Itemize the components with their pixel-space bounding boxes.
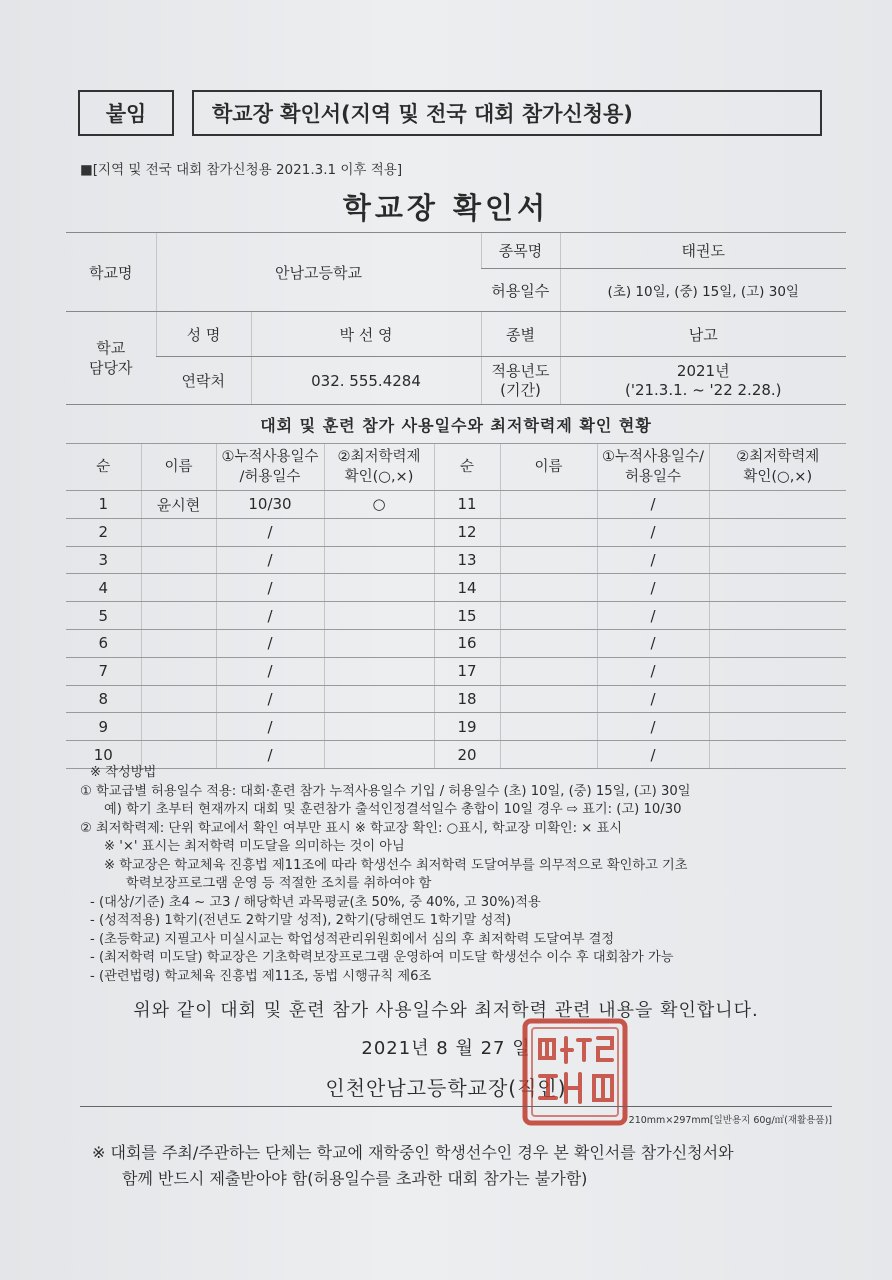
allowed-days-label: 허용일수 bbox=[481, 269, 560, 312]
row-days-2: / bbox=[597, 574, 709, 602]
row-check bbox=[324, 685, 434, 713]
note-line: - (관련법령) 학교체육 진흥법 제11조, 동법 시행규칙 제6조 bbox=[90, 968, 432, 984]
row-name bbox=[141, 546, 216, 574]
note-line: ① 학교급별 허용일수 적용: 대회·훈련 참가 누적사용일수 기입 / 허용일수 (초) 10일, (중) 15일, (고) 30일 bbox=[80, 783, 691, 799]
row-check bbox=[324, 602, 434, 630]
row-days: 10/30 bbox=[216, 491, 324, 519]
row-days-2: / bbox=[597, 685, 709, 713]
attachment-tag: 붙임 bbox=[78, 90, 174, 136]
row-days-2: / bbox=[597, 546, 709, 574]
row-seq: 8 bbox=[66, 685, 141, 713]
row-check bbox=[324, 713, 434, 741]
note-line: - (성적적용) 1학기(전년도 2학기말 성적), 2학기(당해연도 1학기말 성적) bbox=[90, 913, 512, 928]
note-line: ② 최저학력제: 단위 학교에서 확인 여부만 표시 ※ 학교장 확인: ○표시, 학교장 미확인: × 표시 bbox=[80, 820, 623, 836]
note-line: 예) 학기 초부터 현재까지 대회 및 훈련참가 출석인정결석일수 총합이 10일 경우 ⇨ 표기: (고) 10/30 bbox=[104, 802, 682, 817]
note-line: 학력보장프로그램 운영 등 적절한 조치를 취하여야 함 bbox=[126, 876, 432, 891]
row-name bbox=[141, 657, 216, 685]
school-info-table bbox=[66, 232, 846, 405]
row-name-2 bbox=[500, 602, 597, 630]
apply-year-value bbox=[560, 357, 846, 405]
document-title: 학교장 확인서 bbox=[342, 191, 550, 225]
contact-label: 연락처 bbox=[156, 357, 251, 405]
writing-notes bbox=[80, 764, 840, 986]
table-row bbox=[66, 491, 846, 519]
row-check bbox=[324, 574, 434, 602]
table-row bbox=[66, 629, 846, 657]
row-seq-2: 20 bbox=[434, 741, 500, 769]
header-name: 이름 bbox=[141, 444, 216, 491]
row-days-2: / bbox=[597, 713, 709, 741]
issue-date: 2021년 8 월 27 일 bbox=[361, 1038, 531, 1059]
row-name-2 bbox=[500, 546, 597, 574]
table-row bbox=[66, 546, 846, 574]
attachment-title: 학교장 확인서(지역 및 전국 대회 참가신청용) bbox=[192, 90, 822, 136]
apply-year-label: 적용년도 (기간) bbox=[481, 357, 560, 405]
row-days: / bbox=[216, 713, 324, 741]
header-check: ②최저학력제 확인(○,×) bbox=[324, 444, 434, 491]
row-seq: 5 bbox=[66, 602, 141, 630]
row-seq-2: 12 bbox=[434, 518, 500, 546]
status-caption: 대회 및 훈련 참가 사용일수와 최저학력제 확인 현황 bbox=[66, 405, 846, 444]
row-check-2 bbox=[709, 685, 846, 713]
row-name-2 bbox=[500, 629, 597, 657]
staff-label: 학교 담당자 bbox=[66, 312, 156, 405]
table-row bbox=[66, 518, 846, 546]
row-name-2 bbox=[500, 574, 597, 602]
header-check-2: ②최저학력제 확인(○,×) bbox=[709, 444, 846, 491]
row-seq: 3 bbox=[66, 546, 141, 574]
row-days: / bbox=[216, 657, 324, 685]
row-days: / bbox=[216, 518, 324, 546]
row-name-2 bbox=[500, 491, 597, 519]
row-seq: 2 bbox=[66, 518, 141, 546]
footer-rule bbox=[80, 1106, 832, 1107]
row-days-2: / bbox=[597, 657, 709, 685]
apply-period: ('21.3.1. ~ '22 2.28.) bbox=[624, 380, 782, 399]
confirmation-text: 위와 같이 대회 및 훈련 참가 사용일수와 최저학력 관련 내용을 확인합니다. bbox=[133, 1000, 759, 1021]
note-line: - (초등학교) 지필고사 미실시교는 학업성적관리위원회에서 심의 후 최저학력 도달여부 결정 bbox=[90, 931, 615, 947]
table-row bbox=[66, 602, 846, 630]
row-days-2: / bbox=[597, 518, 709, 546]
row-name bbox=[141, 602, 216, 630]
row-check-2 bbox=[709, 629, 846, 657]
note-line: ※ 학교장은 학교체육 진흥법 제11조에 따라 학생선수 최저학력 도달여부를 의무적으로 확인하고 기초 bbox=[104, 857, 688, 873]
school-name-label: 학교명 bbox=[66, 233, 156, 312]
row-seq-2: 17 bbox=[434, 657, 500, 685]
row-check-2 bbox=[709, 491, 846, 519]
row-name bbox=[141, 685, 216, 713]
row-name bbox=[141, 713, 216, 741]
table-row bbox=[66, 685, 846, 713]
row-days-2: / bbox=[597, 602, 709, 630]
header-seq-2: 순 bbox=[434, 444, 500, 491]
row-seq-2: 15 bbox=[434, 602, 500, 630]
note-line: ※ 작성방법 bbox=[90, 765, 157, 780]
row-check-2 bbox=[709, 574, 846, 602]
row-days-2: / bbox=[597, 491, 709, 519]
row-check bbox=[324, 546, 434, 574]
row-check bbox=[324, 657, 434, 685]
row-name-2 bbox=[500, 657, 597, 685]
header-name-2: 이름 bbox=[500, 444, 597, 491]
row-days: / bbox=[216, 741, 324, 769]
row-seq: 7 bbox=[66, 657, 141, 685]
row-check: ○ bbox=[324, 491, 434, 519]
submission-notice-line-2: 함께 반드시 제출받아야 함(허용일수를 초과한 대회 참가는 불가함) bbox=[122, 1169, 588, 1188]
row-check-2 bbox=[709, 602, 846, 630]
note-line: - (최저학력 미도달) 학교장은 기초학력보장프로그램 운영하여 미도달 학생선수 이수 후 대회참가 가능 bbox=[90, 950, 674, 965]
row-days: / bbox=[216, 629, 324, 657]
table-row bbox=[66, 574, 846, 602]
table-row bbox=[66, 657, 846, 685]
apply-note: ■[지역 및 전국 대회 참가신청용 2021.3.1 이후 적용] bbox=[80, 162, 403, 178]
row-name-2 bbox=[500, 518, 597, 546]
paper-spec: 210mm×297mm[일반용지 60g/㎡(재활용품)] bbox=[628, 1115, 832, 1126]
gender-label: 종별 bbox=[481, 312, 560, 357]
row-check bbox=[324, 518, 434, 546]
row-days-2: / bbox=[597, 741, 709, 769]
row-name bbox=[141, 629, 216, 657]
row-seq: 6 bbox=[66, 629, 141, 657]
row-seq-2: 13 bbox=[434, 546, 500, 574]
status-table bbox=[66, 404, 846, 769]
row-name-2 bbox=[500, 713, 597, 741]
gender-value: 남고 bbox=[560, 312, 846, 357]
row-check-2 bbox=[709, 713, 846, 741]
row-check-2 bbox=[709, 657, 846, 685]
submission-notice bbox=[92, 1140, 832, 1192]
row-days: / bbox=[216, 685, 324, 713]
principal-signature-line: 인천안남고등학교장(직인) bbox=[325, 1076, 567, 1100]
contact-value: 032. 555.4284 bbox=[251, 357, 481, 405]
row-seq: 4 bbox=[66, 574, 141, 602]
apply-year: 2021년 bbox=[676, 361, 730, 380]
row-name-2 bbox=[500, 685, 597, 713]
header-days: ①누적사용일수 /허용일수 bbox=[216, 444, 324, 491]
row-days: / bbox=[216, 546, 324, 574]
row-check-2 bbox=[709, 518, 846, 546]
row-seq-2: 16 bbox=[434, 629, 500, 657]
row-name: 윤시현 bbox=[141, 491, 216, 519]
staff-name-label: 성 명 bbox=[156, 312, 251, 357]
row-days: / bbox=[216, 602, 324, 630]
row-check bbox=[324, 629, 434, 657]
row-days: / bbox=[216, 574, 324, 602]
note-line: - (대상/기준) 초4 ~ 고3 / 해당학년 과목평균(초 50%, 중 40%, 고 30%)적용 bbox=[90, 894, 541, 910]
staff-name-value: 박 선 영 bbox=[251, 312, 481, 357]
row-seq-2: 18 bbox=[434, 685, 500, 713]
row-name bbox=[141, 574, 216, 602]
row-seq: 10 bbox=[66, 741, 141, 769]
row-seq-2: 11 bbox=[434, 491, 500, 519]
header-days-2: ①누적사용일수/ 허용일수 bbox=[597, 444, 709, 491]
row-seq-2: 14 bbox=[434, 574, 500, 602]
row-check-2 bbox=[709, 546, 846, 574]
row-seq: 1 bbox=[66, 491, 141, 519]
table-row bbox=[66, 713, 846, 741]
submission-notice-line-1: ※ 대회를 주최/주관하는 단체는 학교에 재학중인 학생선수인 경우 본 확인서를 참가신청서와 bbox=[92, 1143, 734, 1162]
school-name-value: 안남고등학교 bbox=[156, 233, 481, 312]
event-value: 태권도 bbox=[560, 233, 846, 269]
note-line: ※ '×' 표시는 최저학력 미도달을 의미하는 것이 아님 bbox=[104, 839, 405, 854]
row-name bbox=[141, 518, 216, 546]
row-days-2: / bbox=[597, 629, 709, 657]
row-seq: 9 bbox=[66, 713, 141, 741]
official-seal-stamp bbox=[522, 1018, 628, 1126]
header-seq: 순 bbox=[66, 444, 141, 491]
row-seq-2: 19 bbox=[434, 713, 500, 741]
allowed-days-value: (초) 10일, (중) 15일, (고) 30일 bbox=[560, 269, 846, 312]
event-label: 종목명 bbox=[481, 233, 560, 269]
